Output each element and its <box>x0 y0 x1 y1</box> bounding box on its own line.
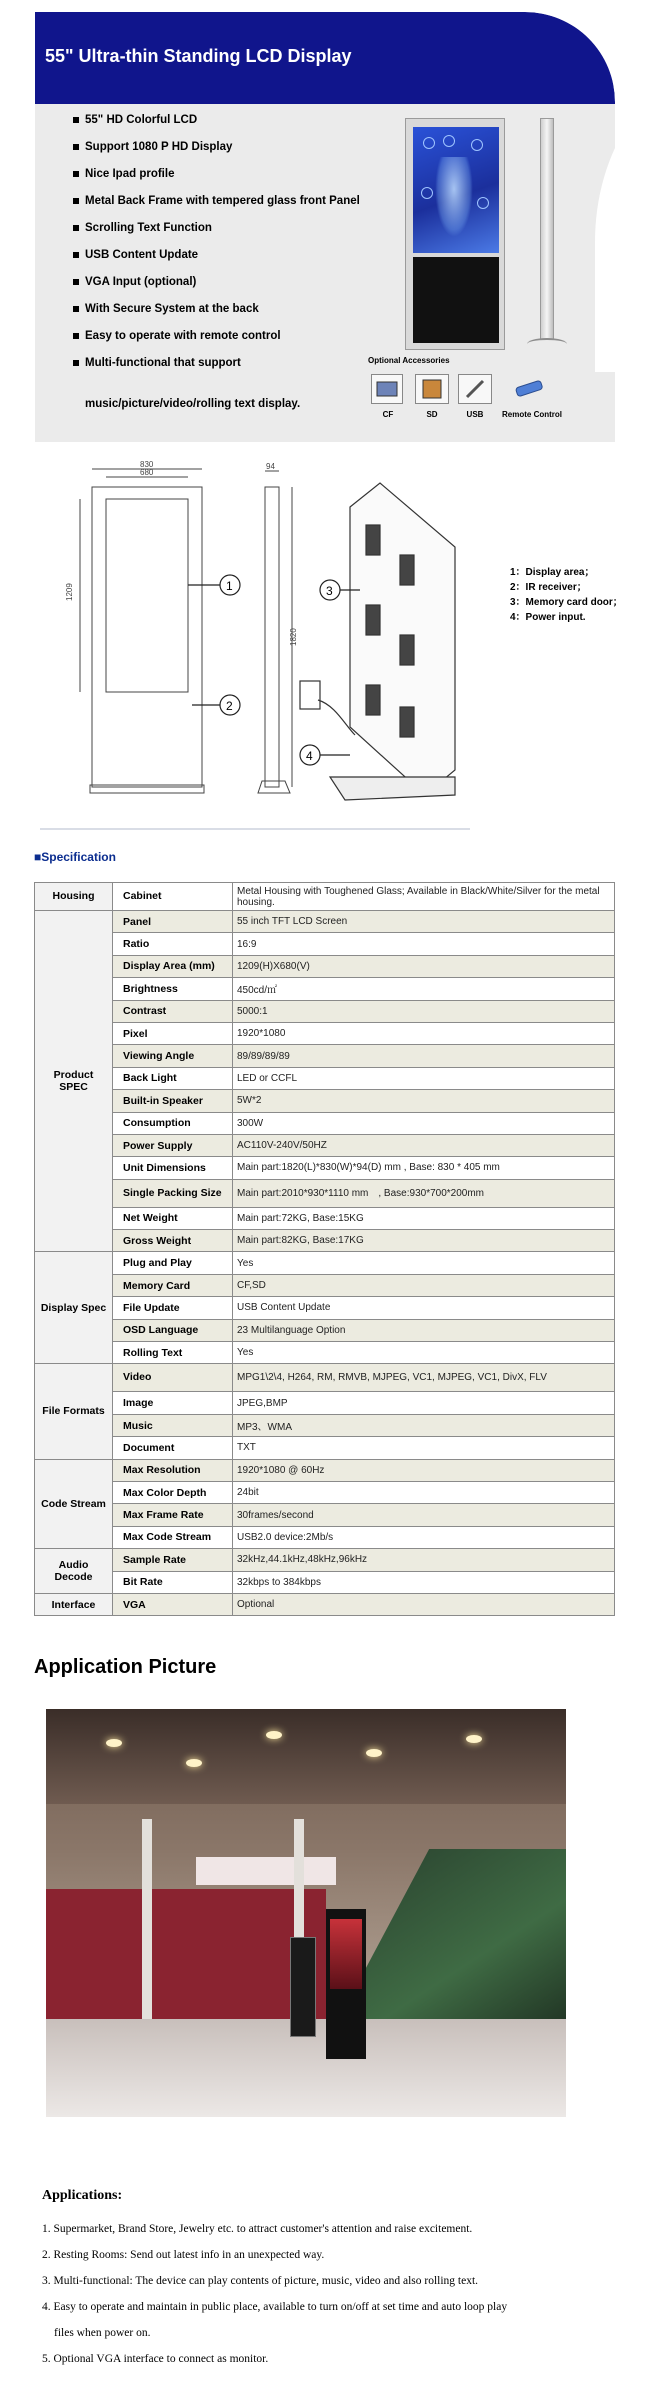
spec-row <box>35 1593 615 1615</box>
spec-row <box>35 1022 615 1044</box>
spec-row <box>35 1319 615 1341</box>
feature-item: VGA Input (optional) <box>73 274 393 301</box>
feature-item: Support 1080 P HD Display <box>73 139 393 166</box>
spec-category: Audio Decode <box>35 1549 113 1594</box>
spec-value: 89/89/89/89 <box>233 1045 615 1067</box>
feature-item-continuation: music/picture/video/rolling text display. <box>85 398 301 410</box>
spec-key: File Update <box>113 1297 233 1319</box>
feature-list <box>73 112 393 423</box>
spec-row <box>35 1459 615 1481</box>
cf-card-icon <box>371 374 403 404</box>
product-side-image <box>540 118 554 340</box>
product-front-image <box>405 118 505 350</box>
dim-width-outer: 830 <box>140 460 154 469</box>
spec-key: Video <box>113 1364 233 1392</box>
spec-value: 23 Multilanguage Option <box>233 1319 615 1341</box>
callout-4-label: 4 <box>306 749 313 763</box>
spec-key: Gross Weight <box>113 1230 233 1252</box>
standing-lcd-kiosk <box>326 1909 366 2059</box>
spec-key: Pixel <box>113 1022 233 1044</box>
spec-key: Music <box>113 1414 233 1436</box>
section-divider <box>40 828 470 830</box>
spec-value: LED or CCFL <box>233 1067 615 1089</box>
spec-row <box>35 1252 615 1274</box>
spec-value: JPEG,BMP <box>233 1392 615 1414</box>
spec-value: 30frames/second <box>233 1504 615 1526</box>
spec-value: CF,SD <box>233 1274 615 1296</box>
spec-key: Single Packing Size <box>113 1179 233 1207</box>
feature-item: Metal Back Frame with tempered glass front Panel <box>73 193 393 220</box>
spec-key: Built-in Speaker <box>113 1090 233 1112</box>
feature-item: 55" HD Colorful LCD <box>73 112 393 139</box>
feature-item: USB Content Update <box>73 247 393 274</box>
application-item: 5. Optional VGA interface to connect as monitor. <box>42 2353 269 2365</box>
spec-value: USB Content Update <box>233 1297 615 1319</box>
spec-row <box>35 911 615 933</box>
spec-row <box>35 1045 615 1067</box>
spec-value: 16:9 <box>233 933 615 955</box>
spec-value: Yes <box>233 1252 615 1274</box>
spec-key: Max Resolution <box>113 1459 233 1481</box>
screen-icon <box>421 187 433 199</box>
side-view <box>258 471 292 793</box>
application-item: 3. Multi-functional: The device can play contents of picture, music, video and also rolling text. <box>42 2275 479 2287</box>
spec-key: Bit Rate <box>113 1571 233 1593</box>
callout-2-label: 2 <box>226 699 233 713</box>
spec-value: TXT <box>233 1437 615 1459</box>
spec-key: Document <box>113 1437 233 1459</box>
accessory-label: USB <box>466 410 484 419</box>
spec-category: File Formats <box>35 1364 113 1459</box>
spec-key: Net Weight <box>113 1207 233 1229</box>
spec-row <box>35 1504 615 1526</box>
accessory-label: Remote Control <box>502 410 562 419</box>
screen-icon <box>477 197 489 209</box>
spec-value: Main part:2010*930*1110 mm , Base:930*700*200mm <box>233 1179 615 1207</box>
spec-row <box>35 1274 615 1296</box>
spec-row <box>35 1090 615 1112</box>
accessory-label: SD <box>426 410 438 419</box>
feature-item: Scrolling Text Function <box>73 220 393 247</box>
hand-touch-icon <box>435 157 473 237</box>
spec-value: 1920*1080 @ 60Hz <box>233 1459 615 1481</box>
remote-control-icon <box>510 374 548 404</box>
accessories-title: Optional Accessories <box>368 356 450 365</box>
mall-ceiling <box>46 1709 566 1804</box>
screen-icon <box>443 135 455 147</box>
spec-heading: ■Specification <box>34 850 116 864</box>
spec-row <box>35 1571 615 1593</box>
callout-2 <box>192 695 240 715</box>
store-sign <box>196 1857 336 1885</box>
spec-key: Memory Card <box>113 1274 233 1296</box>
spec-value: Optional <box>233 1593 615 1615</box>
drawing-legend <box>510 565 623 625</box>
spec-row <box>35 1526 615 1548</box>
spec-row <box>35 1134 615 1156</box>
spec-value: 24bit <box>233 1481 615 1503</box>
spec-table-body <box>35 883 615 1616</box>
ceiling-light <box>466 1735 482 1743</box>
spec-row <box>35 1157 615 1179</box>
spec-value: Main part:82KG, Base:17KG <box>233 1230 615 1252</box>
spec-row <box>35 1297 615 1319</box>
spec-value: USB2.0 device:2Mb/s <box>233 1526 615 1548</box>
spec-key: Ratio <box>113 933 233 955</box>
spec-value: 1920*1080 <box>233 1022 615 1044</box>
spec-key: Panel <box>113 911 233 933</box>
legend-item: 1：Display area； <box>510 567 595 578</box>
spec-row <box>35 1207 615 1229</box>
application-photo <box>46 1709 566 2117</box>
spec-key: Unit Dimensions <box>113 1157 233 1179</box>
spec-row <box>35 933 615 955</box>
spec-category: Interface <box>35 1593 113 1615</box>
ceiling-light <box>266 1731 282 1739</box>
spec-category: Housing <box>35 883 113 911</box>
spec-key: Max Color Depth <box>113 1481 233 1503</box>
dim-depth: 94 <box>266 462 275 471</box>
spec-row <box>35 1000 615 1022</box>
spec-key: Rolling Text <box>113 1342 233 1364</box>
spec-key: Cabinet <box>113 883 233 911</box>
callout-3-label: 3 <box>326 584 333 598</box>
spec-row <box>35 1179 615 1207</box>
spec-value: 450cd/㎡ <box>233 978 615 1000</box>
applications-list <box>42 2216 602 2372</box>
feature-item: With Secure System at the back <box>73 301 393 328</box>
spec-row <box>35 1342 615 1364</box>
product-lower-panel <box>413 257 499 343</box>
spec-value: 32kbps to 384kbps <box>233 1571 615 1593</box>
spec-table <box>34 882 615 1616</box>
legend-item: 3：Memory card door； <box>510 597 623 608</box>
callout-1-label: 1 <box>226 579 233 593</box>
accessory-label: CF <box>382 410 394 419</box>
spec-value: Main part:72KG, Base:15KG <box>233 1207 615 1229</box>
spec-value: 5W*2 <box>233 1090 615 1112</box>
application-item: 1. Supermarket, Brand Store, Jewelry etc. to attract customer's attention and raise excitement. <box>42 2223 473 2235</box>
ceiling-light <box>186 1759 202 1767</box>
spec-key: Consumption <box>113 1112 233 1134</box>
spec-row <box>35 955 615 977</box>
feature-item: Easy to operate with remote control <box>73 328 393 355</box>
product-side-base <box>527 338 567 350</box>
spec-category: Code Stream <box>35 1459 113 1549</box>
spec-key: VGA <box>113 1593 233 1615</box>
spec-category: Product SPEC <box>35 911 113 1252</box>
spec-key: Back Light <box>113 1067 233 1089</box>
dim-height-display: 1209 <box>65 583 74 601</box>
spec-key: Plug and Play <box>113 1252 233 1274</box>
spec-value: 5000:1 <box>233 1000 615 1022</box>
spec-value: AC110V-240V/50HZ <box>233 1134 615 1156</box>
application-item: 4. Easy to operate and maintain in public place, available to turn on/off at set time and auto loop play files when power on. <box>42 2301 508 2339</box>
spec-value: Yes <box>233 1342 615 1364</box>
spec-key: Contrast <box>113 1000 233 1022</box>
spec-row <box>35 1414 615 1436</box>
ceiling-light <box>366 1749 382 1757</box>
spec-key: Brightness <box>113 978 233 1000</box>
screen-icon <box>471 139 483 151</box>
kiosk-display <box>290 1937 316 2037</box>
spec-key: Image <box>113 1392 233 1414</box>
spec-key: Power Supply <box>113 1134 233 1156</box>
spec-value: 300W <box>233 1112 615 1134</box>
spec-row <box>35 1067 615 1089</box>
spec-value: Metal Housing with Toughened Glass; Available in Black/White/Silver for the metal housing. <box>233 883 615 911</box>
back-view <box>300 483 455 800</box>
spec-key: Max Code Stream <box>113 1526 233 1548</box>
spec-key: Viewing Angle <box>113 1045 233 1067</box>
spec-row <box>35 1112 615 1134</box>
spec-row <box>35 1481 615 1503</box>
usb-stick-icon <box>458 374 492 404</box>
spec-row <box>35 1392 615 1414</box>
spec-row <box>35 1364 615 1392</box>
storefront <box>46 1889 326 2039</box>
spec-value: MP3、WMA <box>233 1414 615 1436</box>
spec-key: Display Area (mm) <box>113 955 233 977</box>
spec-value: 32kHz,44.1kHz,48kHz,96kHz <box>233 1549 615 1571</box>
legend-item: 2：IR receiver； <box>510 582 587 593</box>
spec-value: Main part:1820(L)*830(W)*94(D) mm , Base: 830 * 405 mm <box>233 1157 615 1179</box>
sd-card-icon <box>415 374 449 404</box>
feature-item: Nice Ipad profile <box>73 166 393 193</box>
ceiling-light <box>106 1739 122 1747</box>
kiosk-screen <box>330 1919 362 1989</box>
spec-row <box>35 978 615 1000</box>
application-heading: Application Picture <box>34 1656 217 1678</box>
spec-key: OSD Language <box>113 1319 233 1341</box>
spec-row <box>35 1230 615 1252</box>
spec-category: Display Spec <box>35 1252 113 1364</box>
mall-pillar <box>142 1819 152 2049</box>
spec-key: Sample Rate <box>113 1549 233 1571</box>
front-view <box>80 469 204 793</box>
dimension-drawing <box>0 455 520 840</box>
spec-row <box>35 1549 615 1571</box>
dim-height-total: 1820 <box>289 628 298 646</box>
legend-item: 4：Power input. <box>510 612 586 623</box>
spec-row <box>35 1437 615 1459</box>
screen-icon <box>423 137 435 149</box>
feature-item: Multi-functional that support <box>73 355 393 382</box>
spec-value: MPG1\2\4, H264, RM, RMVB, MJPEG, VC1, MJPEG, VC1, DivX, FLV <box>233 1364 615 1392</box>
product-screen <box>413 127 499 253</box>
spec-key: Max Frame Rate <box>113 1504 233 1526</box>
spec-value: 1209(H)X680(V) <box>233 955 615 977</box>
page-title: 55" Ultra-thin Standing LCD Display <box>45 46 352 66</box>
spec-value: 55 inch TFT LCD Screen <box>233 911 615 933</box>
spec-row <box>35 883 615 911</box>
application-item: 2. Resting Rooms: Send out latest info in an unexpected way. <box>42 2249 325 2261</box>
applications-heading: Applications: <box>42 2188 123 2203</box>
dim-width-inner: 680 <box>140 468 154 477</box>
